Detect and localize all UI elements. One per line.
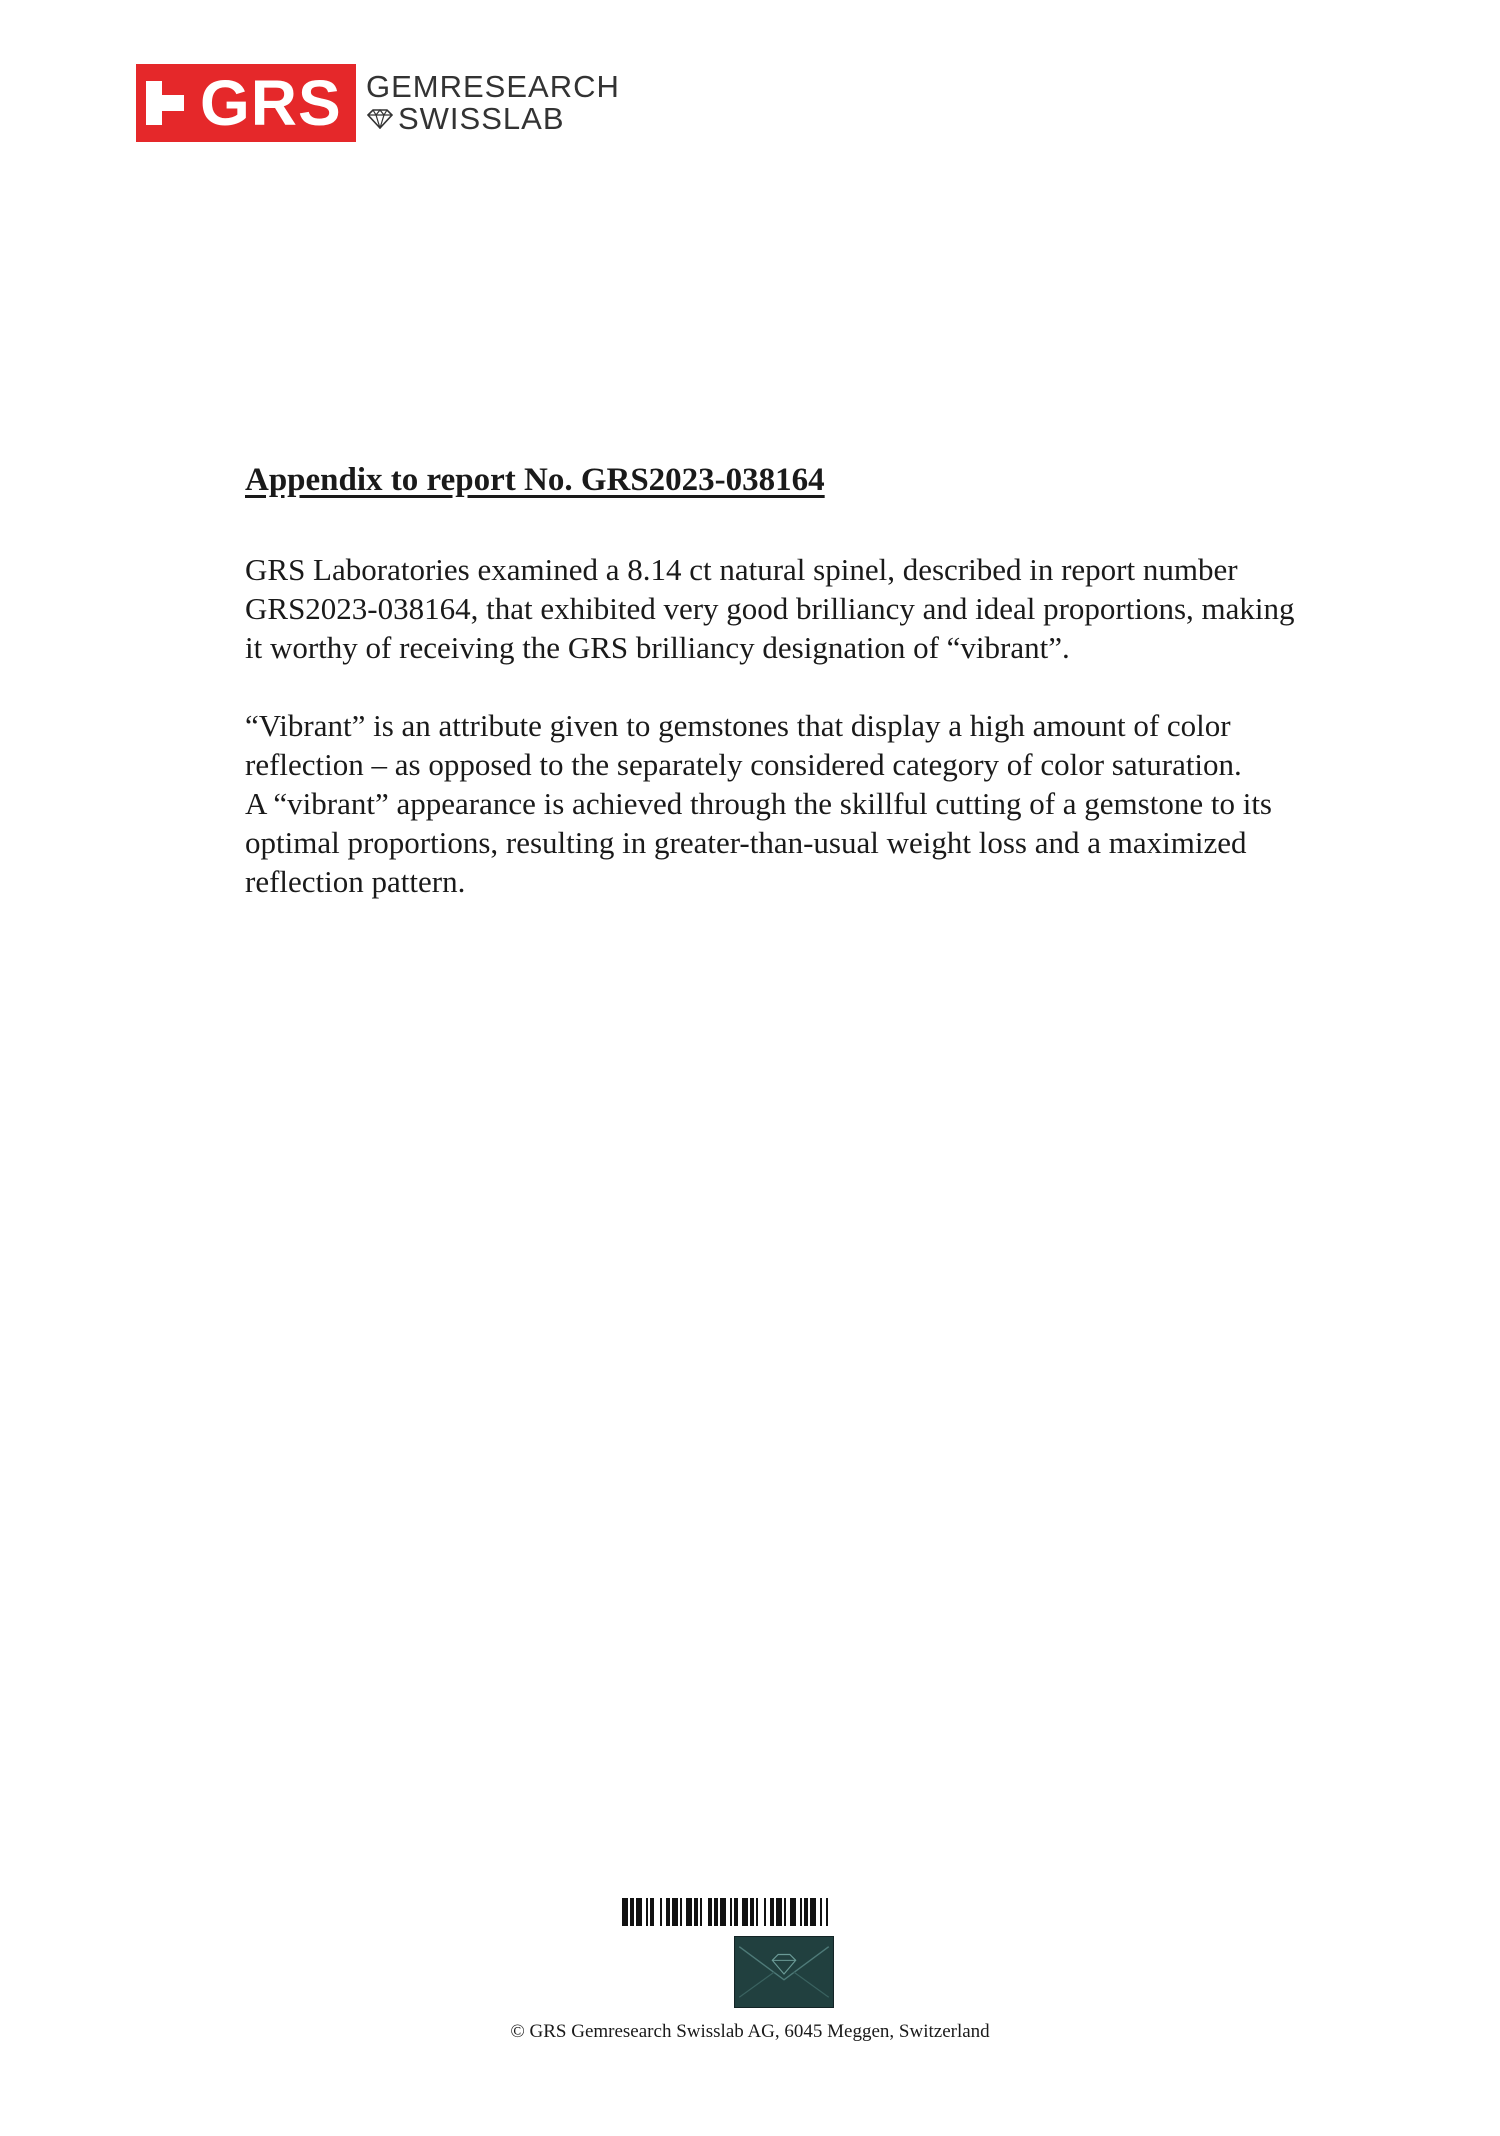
diamond-icon	[366, 109, 394, 129]
logo-mark: GRS	[200, 67, 342, 139]
paragraph-2	[245, 706, 1385, 901]
hologram-icon	[734, 1936, 834, 2008]
footer-copyright: © GRS Gemresearch Swisslab AG, 6045 Meggen, Switzerland	[510, 2021, 990, 2042]
logo-red-block	[136, 64, 356, 142]
paragraph-1	[245, 550, 1385, 667]
paragraph-line: A “vibrant” appearance is achieved through the skillful cutting of a gemstone to its	[245, 786, 1272, 821]
paragraph-line: it worthy of receiving the GRS brilliancy designation of “vibrant”.	[245, 630, 1070, 665]
paragraph-line: reflection pattern.	[245, 864, 466, 899]
swiss-cross-icon	[146, 81, 190, 125]
grs-logo	[136, 64, 620, 142]
paragraph-line: GRS2023-038164, that exhibited very good brilliancy and ideal proportions, making	[245, 591, 1295, 626]
paragraph-line: optimal proportions, resulting in greater-than-usual weight loss and a maximized	[245, 825, 1247, 860]
logo-wordmark	[366, 71, 620, 135]
paragraph-line: GRS Laboratories examined a 8.14 ct natural spinel, described in report number	[245, 552, 1238, 587]
paragraph-line: reflection – as opposed to the separately considered category of color saturation.	[245, 747, 1242, 782]
paragraph-line: “Vibrant” is an attribute given to gemstones that display a high amount of color	[245, 708, 1231, 743]
barcode-icon	[622, 1898, 930, 1926]
logo-line-2: SWISSLAB	[398, 101, 565, 136]
appendix-title: Appendix to report No. GRS2023-038164	[245, 462, 825, 498]
logo-line-1: GEMRESEARCH	[366, 69, 620, 104]
